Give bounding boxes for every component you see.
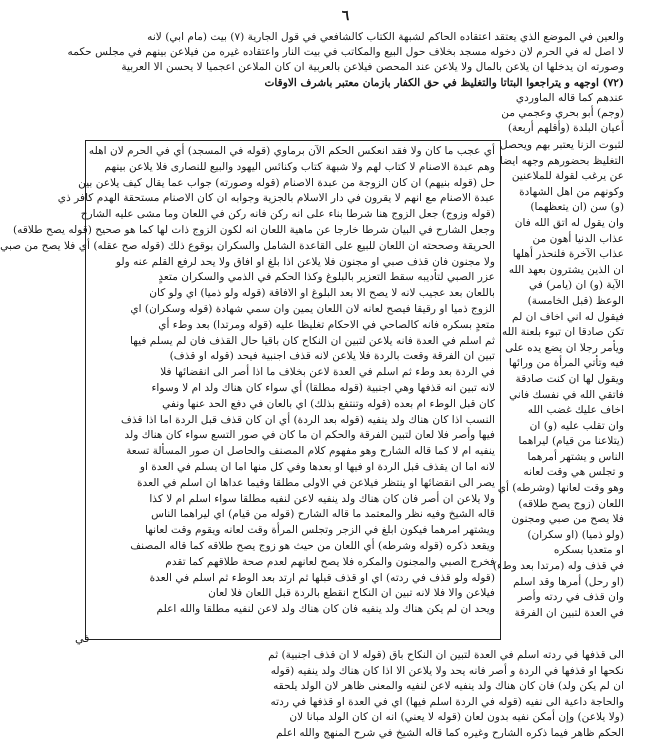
side-line: في قذف وله (مرتدا بعد وطء) [492,560,624,573]
box-line: فخرج الصبي والمجنون والمكره فلا يصح لعانهم لعدم صحة طلاقهم كما تقدم [165,555,495,568]
box-line: وجعل الشارح في البيان شرطا خارجا عن ماهية اللعان انه لكون الزوج ذات لها كما هو صحيح (قوله يصح طلاقه) [13,223,495,236]
commentary-box [0,140,501,640]
box-line: النسب اذا كان هناك ولد ينفيه (قوله بعد الردة) أي ان كان قذف قبل الردة اما اذا قذف [120,413,495,426]
side-line: فاتقي الله في نفسك فاني [509,388,624,401]
top-line: أعيان البلدة (وأقلهم أربعة) [507,122,624,135]
box-line: (قوله وزوج) جعل الزوج هنا شرطا بناء على انه ركن فانه ركن في اللعان وما مشى عليه الشارح [80,208,495,221]
box-line: أي عجب ما كان ولا فقد انعكس الحكم الآن برماوي (قوله في المسجد) أي في الحرم لان اهله [88,145,495,157]
page-number: ٦ [341,8,350,24]
box-line: ينفيه ام لا كما قاله الشارح وهو مفهوم كلام المصنف والحاصل ان صور المسألة تسعة [126,445,495,458]
side-line: اخاف عليك غضب الله [527,404,624,417]
box-line: لانه تبين انه قذفها وهي اجنبية (قوله مطلقا) أي سواء كان هناك ولد ام لا وسواء [151,381,495,394]
box-line: حل (قوله بنيهم) ان كان الزوجة من عبدة الاصنام (قوله وصورته) جواب عما يقال كيف يلاعن بين [78,176,495,189]
box-line: كان قبل الوطء ام بعده (قوله وتنتفع بذلك) اي بالعان في دفع الحد عنها ونفي [162,397,495,410]
top-line: لا اصل له في الحرم لان دخوله مسجد بخلاف حول البيع والمكاتب في بيت النار واعتقاده غيره من فيلاعن بينهم في مجلس حكمه [67,46,624,59]
bottom-line: الى قذفها في ردته اسلم في العدة لتبين ان النكاح باق (قوله لا ان قذف اجنبية) ثم [268,649,624,661]
side-line: التغليظ بحضورهم وجهه ايضا [499,154,624,167]
bottom-line: ان لم يكن ولد) فان كان هناك ولد ينفيه لاعن لنفيه والمعنى ظاهر لان الولد يلحقه [273,680,624,692]
side-line: وان يقول له اتق الله فان [514,216,624,229]
side-line: وان قذف في ردته وأصر [517,591,624,604]
box-line: وهم عبدة الاصنام لا كتاب لهم ولا شبهة كتاب وكنائس اليهود والبيع للنصارى فلا يلاعن بينهم [104,160,495,173]
bottom-text [65,648,624,740]
side-line: او متعديا بسكره [553,544,624,557]
box-line: تبين ان الفرقة وقعت بالردة فلا يلاعن لانه قذف اجنبية فيحد (قوله او قذف) [169,350,495,363]
top-line: والعين في الموضع الذي يعتقد اعتقاده الحاكم لشبهة الكتاب كالشافعي في قول الجارية (٧) بيت (مام ابي) لانه [147,31,624,43]
catchword: في [75,632,90,645]
side-line: ويأمر رجلا ان يضع يده على [505,341,624,354]
side-line: فيه وتأتي المرأة من ورائها [508,357,624,370]
side-line: (و) سن (ان يتعظهما) [530,201,624,214]
side-line: عذاب الآخرة فلنحذر أهلها [512,248,624,261]
side-line: فيقول له اني اخاف ان لم [512,310,624,323]
bottom-line: (ولا يلاعن) وإن أمكن نفيه بدون لعان (قوله لا يعني) انه ان كان الولد مبانا لان [289,711,624,723]
side-line: الناس و يشتهر أمرهما [527,450,624,463]
box-line: باللعان بعد عجيب لانه لا يصح الا بعد البلوغ او الافاقة (قوله ولو ذميا) اي ولو كان [149,287,495,300]
side-line: وان تقلب عليه (و) ان [529,419,624,432]
box-line: متعدٍ بسكره فانه كالصاحي في الاحكام تغليظا عليه (قوله ومرتدا) بعد وطء أي [158,318,495,331]
bottom-line: نكحها او قذفها في الردة و أصر فانه يحد ولا يلاعن الا اذا كان هناك ولد ينفيه (قوله [270,664,624,677]
top-line: وصورته ان يدخلها ان يلاعن بالمال ولا يلاعن عند المحصن فيلاعن بالعربية ان كان الملاعن اعجميا لا يحسن الا العربية [121,61,624,74]
box-line: (قوله ولو قذف في ردته) اي او قذف قبلها ثم ارتد بعد الوطء ثم اسلم في العدة [149,571,495,584]
box-line: ثم اسلم في العدة فانه يلاعن لتبين ان النكاح كان باقيا حال القذف فان لم يسلم فيها [130,334,495,347]
box-line: عزر الصبي لتأديبه سقط التعزير بالبلوغ وكذا الحكم في الذمي والسكران متعدٍ [158,271,495,284]
box-line: فيها وأصر فلا لعان لتبين الفرقة والحكم ان ما كان في صور التسع سواء كان هناك ولد [124,429,495,442]
side-line: لثبوت الزنا يعتبر بهم ويحصل [499,139,624,151]
side-line: (ولو ذميا) (او سكران) [527,528,624,541]
box-line: الزوج ذميا او رقيقا فيصح لعانه لان اللعان يمين وان سمي شهادة (قوله وسكران) اي [130,302,495,315]
box-line: ويقعد ذكره (قوله وشرطه) أي اللعان من حيث هو زوج يصح طلاقه كما قاله المصنف [130,539,495,552]
side-line: عن يرغب لقولة للملاعنين [511,170,624,183]
side-line: (او رحل) أمرها وقد اسلم [513,575,624,588]
side-line: عذاب الدنيا أهون من [532,232,624,245]
top-line: (وجم) أبو بحري وعجمي من [501,107,624,120]
bottom-line: والحاجة داعية الى نفيه (قوله في الردة اسلم فيها) اي في العدة او قذفها في ردته [270,695,624,708]
box-line: قاله الشيخ وفيه نظر والمعتمد ما قاله الشارح (قوله من قيام) اي ليراهما الناس [151,508,495,521]
box-line: ولا يلاعن ان أصر فان كان هناك ولد ينفيه لاعن لنفيه مطلقا سواء اسلم ام لا كذا [149,492,495,505]
top-line-section-number: (٧٢) اوجهه و يتراجعوا البتاتا والتغليظ في حق الكفار بازمان معتبر باشرف الاوقات [264,76,624,89]
box-line: الحريقة وصححته ان اللعان للبيع على القاعدة الشامل والسكران بوقوع ذلك (قوله صح عقله) أي فلا يصح من صبي [0,239,495,252]
side-line: تكن صادقا ان تبوء بلعنة الله [501,326,624,339]
box-line: ويحد ان لم يكن هناك ولد ينفيه فان كان هناك ولد لاعن لنفيه مطلقا والله اعلم [156,603,495,616]
side-line: و تجلس هي وقت لعانه [523,466,624,479]
side-line: ان الذين يشترون بعهد الله [508,263,624,276]
side-line: الوعظ (قبل الخامسة) [527,294,624,307]
top-margin-text [65,30,624,138]
box-line: لانه اما ان يقذف قبل الردة او فيها او بعدها وفي كل منها اما ان يسلم في العدة او [139,460,495,473]
side-line: وهو وقت لعانها (وشرطه) أي [497,482,624,495]
box-line: ويشتهر امرهما فيكون ابلغ في الزجر وتجلس المرأة وقت لعانه ويقوم وقت لعانها [145,524,495,537]
box-line: عبدة الاصنام مع انهم لا يقرون في دار الاسلام بالجزية وجوابه ان كان الاصنام مستحقة الهدم كافر ذي [57,192,495,205]
side-line: فلا يصح من صبي ومجنون [511,513,624,526]
box-line: في الردة بعد وطء ثم اسلم في العدة لاعن بخلاف ما اذا أصر الى انقضائها فلا [160,366,495,379]
side-line: (يتلاعنا من قيام) ليراهما [518,435,624,448]
top-line: عندهم كما قاله الماوردي [515,91,624,104]
box-line: ولا مجنون فان قذف صبي او مجنون فلا يلاعن اذا بلغ او افاق ولا يحد لرفع القلم عنه ولو [115,255,495,268]
side-line: في العدة لتبين ان الفرقة [514,606,624,619]
box-line: فيلاعن والا فلا لانه تبين ان النكاح انقطع بالردة قبل اللعان فلا لعان [208,587,495,600]
side-line: اللعان (زوج يصح طلاقه) [518,497,624,510]
box-line: يصر الى انقضائها او ينتظر فيلاعن في الاولى مطلقا وفيما عداها ان اسلم في العدة [136,476,495,489]
bottom-line: الحكم ظاهر فيما ذكره الشارح وغيره كما قاله الشيخ في شرح المنهج والله اعلم [276,726,624,739]
side-line: ويقول لها ان كنت صادقة [515,372,624,385]
side-line: وكونهم من اهل الشهادة [519,185,624,198]
side-matn-column [492,138,624,619]
side-line: الآية (و) ان (يامر) في [528,279,624,292]
